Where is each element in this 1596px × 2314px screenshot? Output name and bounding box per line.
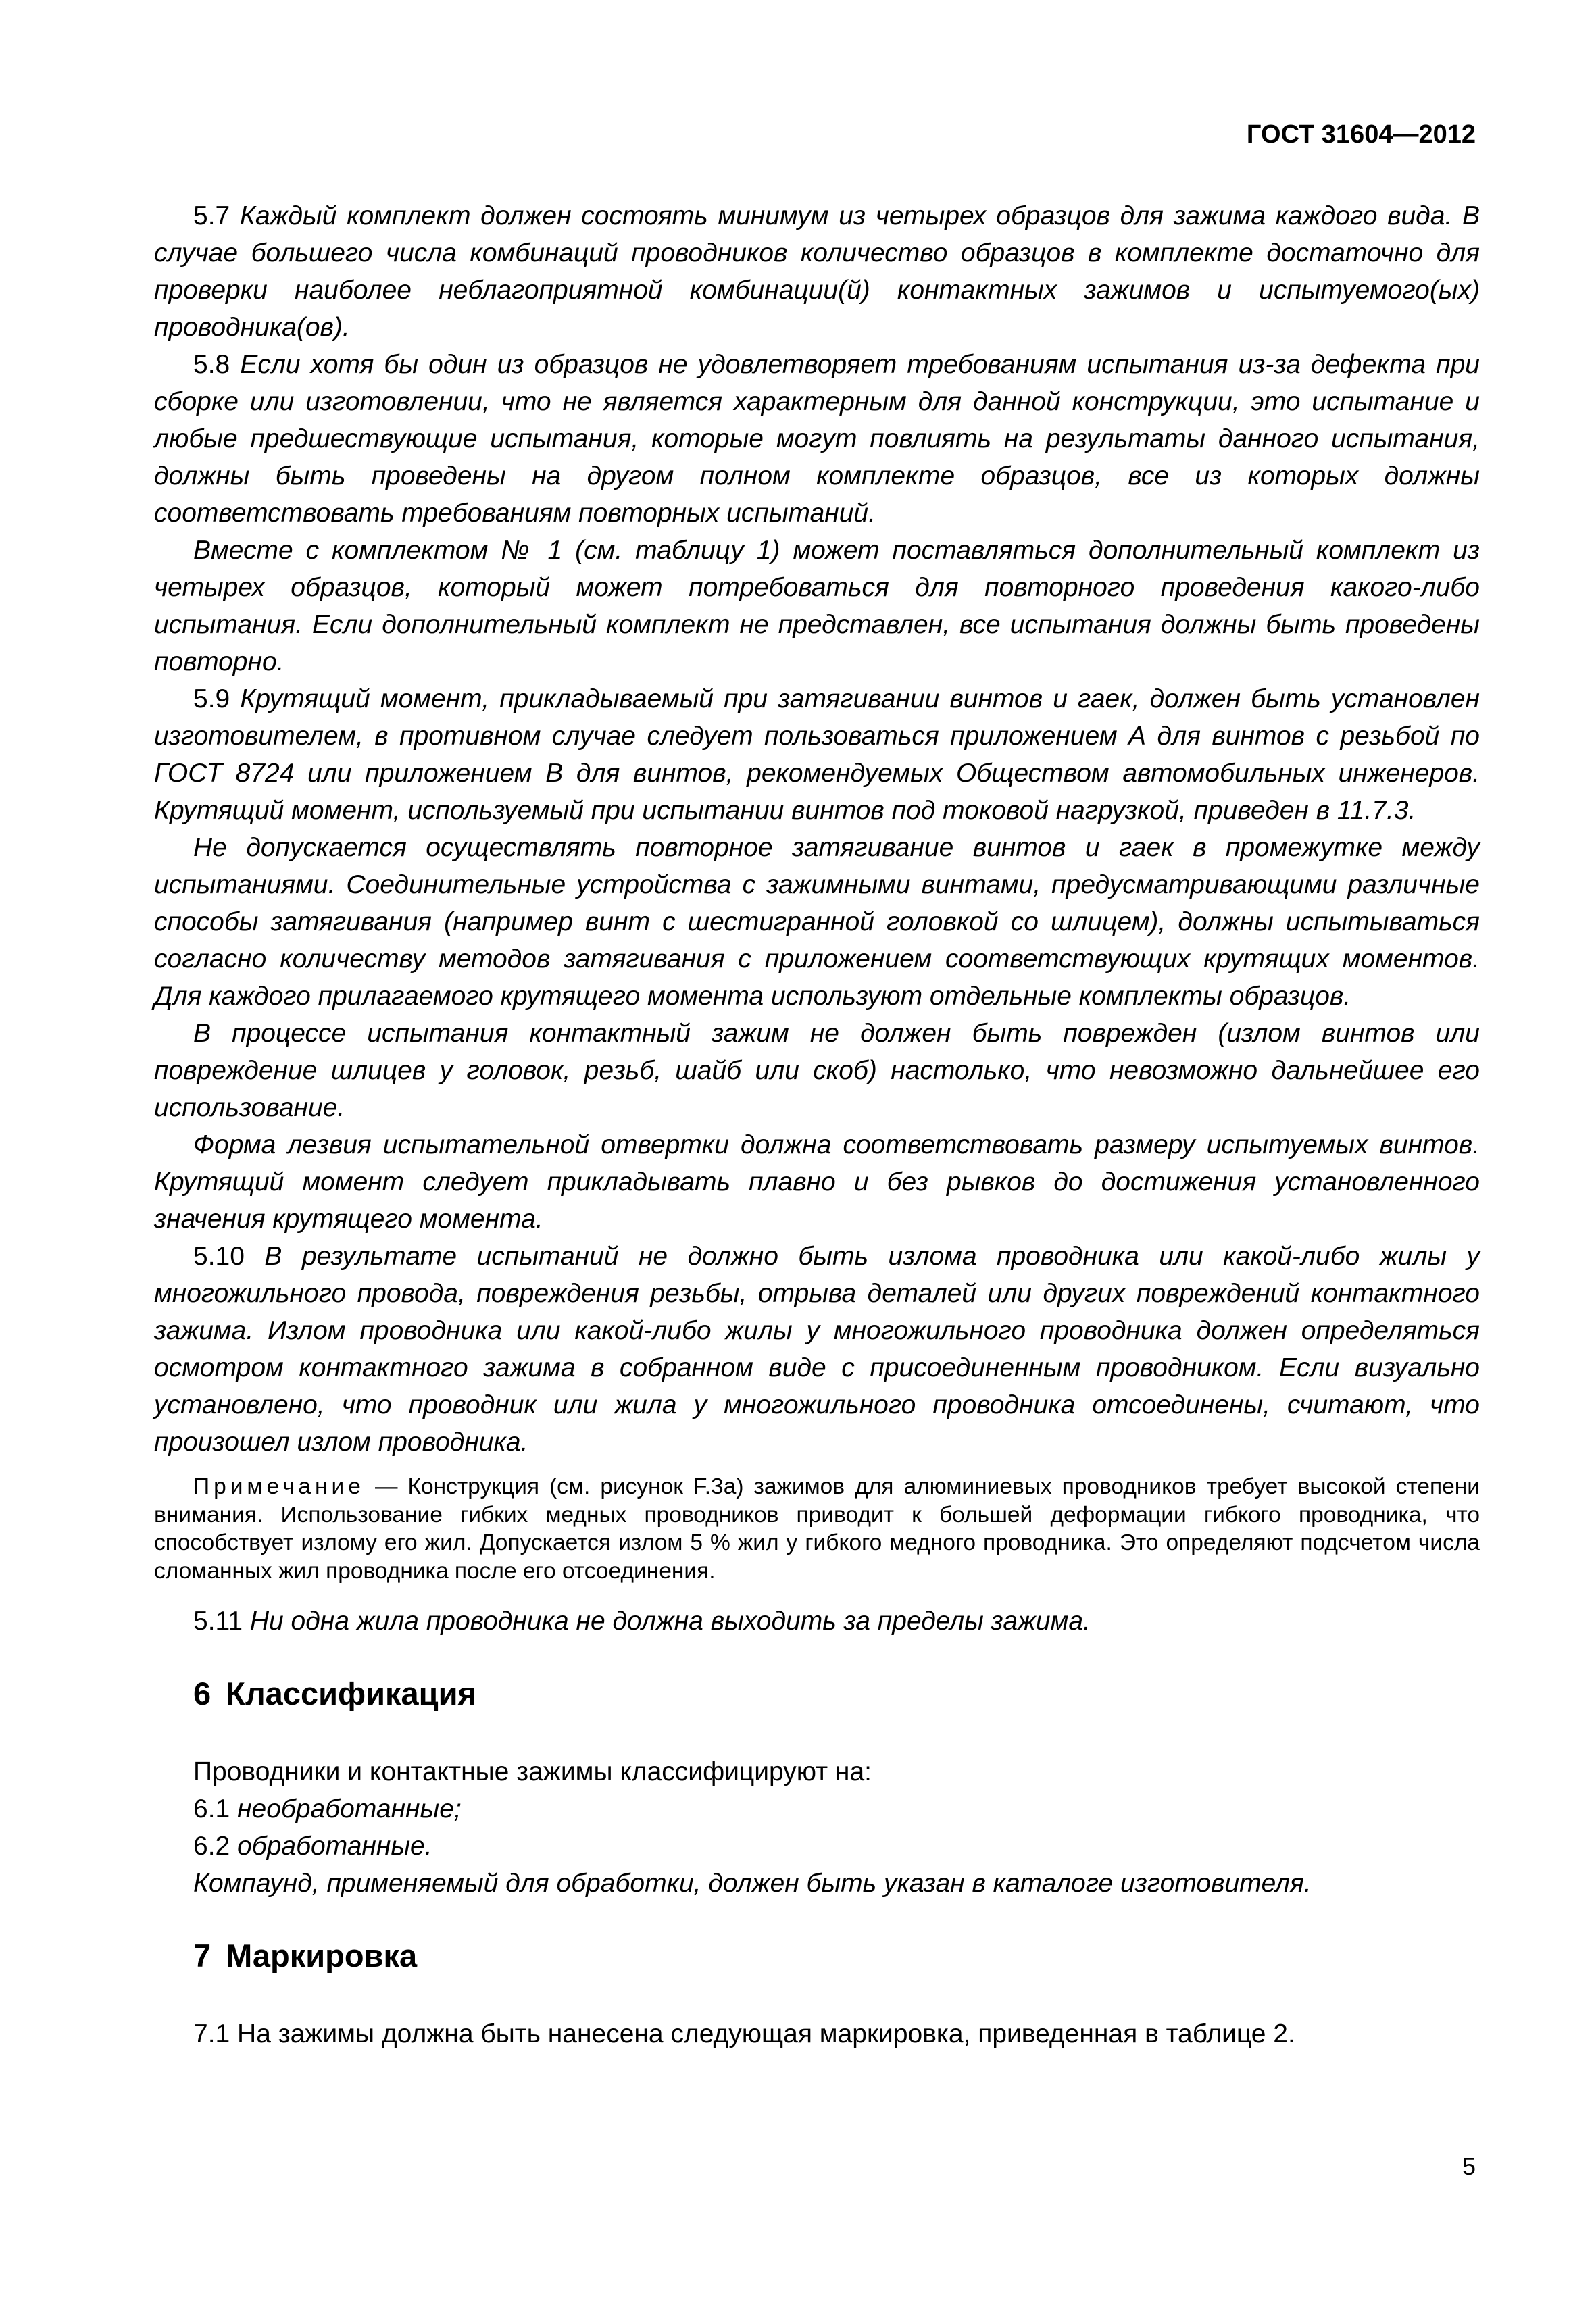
classification-list [154,1790,1480,1902]
paragraph-text: В результате испытаний не должно быть излома проводника или какой-либо жилы у многожильного провода, повреждения резьбы, отрыва деталей или других повреждений контактного зажима. Излом проводника или какой-либо жилы у многожильного проводника должен определяться осмотром контактного зажима в собранном виде с присоединенным проводником. Если визуально установлено, что проводник или жила у многожильного проводника отсоединены, считают, что произошел излом проводника. [154,1242,1480,1457]
section-heading-6 [193,1674,1480,1714]
paragraph-text: Вместе с комплектом № 1 (см. таблицу 1) может поставляться дополнительный комплект из четырех образцов, который может потребоваться для повторного проведения какого-либо испытания. Если дополнительный комплект не представлен, все испытания должны быть проведены повторно. [154,536,1480,676]
document-code-header: ГОСТ 31604—2012 [1246,120,1476,149]
section-number: 6 [193,1676,211,1711]
note-text: — Конструкция (см. рисунок F.3а) зажимов для алюминиевых проводников требует высокой степени внимания. Использование гибких медных проводников приводит к большей деформации гибкого проводника, что способствует излому его жил. Допускается излом 5 % жил у гибкого медного проводника. Это определяют подсчетом числа сломанных жил проводника после его отсоединения. [154,1474,1480,1584]
paragraph-text: Не допускается осуществлять повторное затягивание винтов и гаек в промежутке между испытаниями. Соединительные устройства с зажимными винтами, предусматривающими различные способы затягивания (например винт с шестигранной головкой со шлицем), должны испытываться согласно количеству методов затягивания с приложением соответствующих крутящих моментов. Для каждого прилагаемого крутящего момента используют отдельные комплекты образцов. [154,833,1480,1011]
page-number: 5 [1462,2153,1476,2180]
section-6-intro: Проводники и контактные зажимы классифицируют на: [193,1757,872,1786]
note-label: Примечание [193,1474,365,1499]
item-text: обработанные. [237,1832,432,1861]
section-title: Маркировка [226,1938,418,1973]
paragraph-number: 5.11 [193,1607,243,1636]
paragraph-5-9 [154,680,1480,829]
document-body [154,197,1480,2053]
note [154,1473,1480,1585]
paragraph-5-9-continued-2 [154,1015,1480,1126]
paragraph-5-8 [154,346,1480,532]
list-item [154,1828,1480,1865]
section-heading-7 [193,1936,1480,1976]
paragraph-5-9-continued-3 [154,1126,1480,1238]
paragraph-text: Крутящий момент, прикладываемый при затягивании винтов и гаек, должен быть установлен изготовителем, в противном случае следует пользоваться приложением А для винтов с резьбой по ГОСТ 8724 или приложением В для винтов, рекомендуемых Обществом автомобильных инженеров. Крутящий момент, используемый при испытании винтов под токовой нагрузкой, приведен в 11.7.3. [154,684,1480,825]
paragraph-text: Если хотя бы один из образцов не удовлетворяет требованиям испытания из-за дефекта при сборке или изготовлении, что не является характерным для данной конструкции, это испытание и любые предшествующие испытания, которые могут повлиять на результаты данного испытания, должны быть проведены на другом полном комплекте образцов, все из которых должны соответствовать требованиям повторных испытаний. [154,350,1480,528]
paragraph-text: В процессе испытания контактный зажим не должен быть поврежден (излом винтов или повреждение шлицев у головок, резьб, шайб или скоб) настолько, что невозможно дальнейшее его использование. [154,1019,1480,1122]
item-number: 6.1 [193,1794,230,1823]
paragraph-5-8-continued [154,532,1480,680]
item-number: 6.2 [193,1832,230,1861]
paragraph-number: 5.8 [193,350,230,379]
paragraph-5-10 [154,1238,1480,1461]
paragraph-5-7 [154,197,1480,346]
paragraph-number: 5.9 [193,684,230,713]
section-number: 7 [193,1938,211,1973]
item-text: необработанные; [237,1794,462,1823]
paragraph-text: Форма лезвия испытательной отвертки должна соответствовать размеру испытуемых винтов. Крутящий момент следует прикладывать плавно и без рывков до достижения установленного значения крутящего момента. [154,1130,1480,1234]
list-item [154,1790,1480,1828]
paragraph-5-11 [154,1603,1480,1640]
paragraph-number: 5.7 [193,201,230,230]
paragraph-number: 5.10 [193,1242,245,1271]
compound-note [154,1865,1480,1902]
paragraph-text: Каждый комплект должен состоять минимум из четырех образцов для зажима каждого вида. В случае большего числа комбинаций проводников количество образцов в комплекте достаточно для проверки наиболее неблагоприятной комбинации(й) контактных зажимов и испытуемого(ых) проводника(ов). [154,201,1480,342]
paragraph-text: Ни одна жила проводника не должна выходить за пределы зажима. [249,1607,1091,1636]
paragraph-5-9-continued-1 [154,829,1480,1015]
compound-note-text: Компаунд, применяемый для обработки, должен быть указан в каталоге изготовителя. [193,1869,1312,1898]
section-title: Классификация [226,1676,476,1711]
paragraph-7-1: 7.1 На зажимы должна быть нанесена следующая маркировка, приведенная в таблице 2. [193,2019,1295,2048]
